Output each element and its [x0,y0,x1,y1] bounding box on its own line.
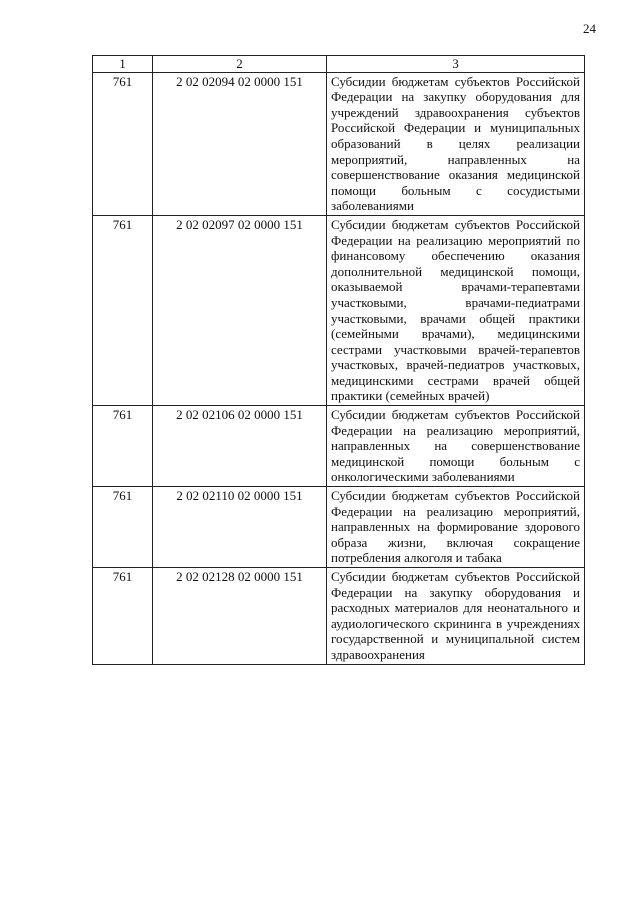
table-row [93,72,585,215]
budget-code-cell: 2 02 02106 02 0000 151 [153,406,327,487]
column-header-1: 1 [93,56,153,73]
table-row [93,215,585,405]
table-header-row [93,56,585,73]
budget-code-cell: 2 02 02094 02 0000 151 [153,72,327,215]
table-row [93,487,585,568]
table-row [93,406,585,487]
column-header-3: 3 [327,56,585,73]
budget-classification-table [92,55,585,665]
revenue-name-cell: Субсидии бюджетам субъектов Российской Федерации на закупку оборудования для учреждений здравоохранения субъектов Российской Федерации и муниципальных образований в целях реализации мероприятий, направленных на совершенствование оказания медицинской помощи больным с сосудистыми заболеваниями [327,72,585,215]
budget-code-cell: 2 02 02128 02 0000 151 [153,568,327,665]
budget-code-cell: 2 02 02097 02 0000 151 [153,215,327,405]
admin-code-cell: 761 [93,72,153,215]
revenue-name-cell: Субсидии бюджетам субъектов Российской Федерации на реализацию мероприятий, направленных на формирование здорового образа жизни, включая сокращение потребления алкоголя и табака [327,487,585,568]
admin-code-cell: 761 [93,406,153,487]
column-header-2: 2 [153,56,327,73]
revenue-name-cell: Субсидии бюджетам субъектов Российской Федерации на закупку оборудования и расходных материалов для неонатального и аудиологического скрининга в учреждениях государственной и муниципальной систем здравоохранения [327,568,585,665]
page-number: 24 [583,21,596,36]
revenue-name-cell: Субсидии бюджетам субъектов Российской Федерации на реализацию мероприятий, направленных на совершенствование медицинской помощи больным с онкологическими заболеваниями [327,406,585,487]
admin-code-cell: 761 [93,568,153,665]
admin-code-cell: 761 [93,487,153,568]
budget-code-cell: 2 02 02110 02 0000 151 [153,487,327,568]
revenue-name-cell: Субсидии бюджетам субъектов Российской Федерации на реализацию мероприятий по финансовому обеспечению оказания дополнительной медицинской помощи, оказываемой врачами-терапевтами участковыми, врачами-педиатрами участковыми, врачами общей практики (семейными врачами), медицинскими сестрами участковыми врачей-терапевтов участковых, врачей-педиатров участковых, медицинскими сестрами врачей общей практики (семейных врачей) [327,215,585,405]
table-row [93,568,585,665]
admin-code-cell: 761 [93,215,153,405]
